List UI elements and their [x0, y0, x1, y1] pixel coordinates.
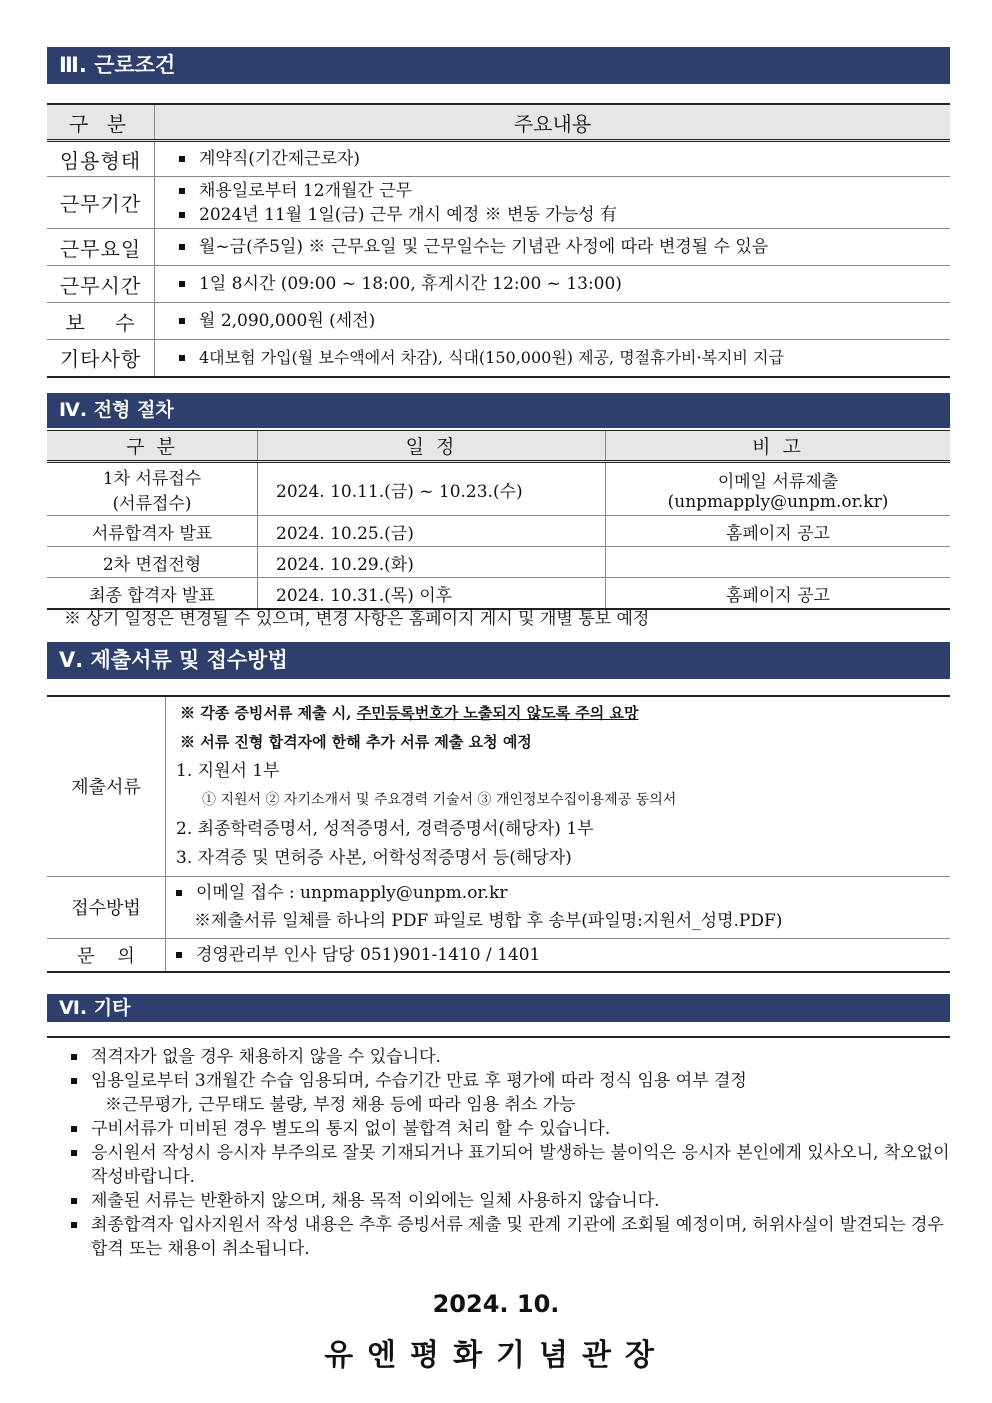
column-header-schedule: 일 정 — [258, 431, 606, 462]
stage-name-sub: (서류접수) — [112, 494, 192, 514]
column-header-category: 구 분 — [47, 104, 155, 141]
remark-cell: 홈페이지 공고 — [606, 516, 951, 547]
footer-organization: 유엔평화기념관장 — [324, 1338, 668, 1373]
method-email: 이메일 접수 : unpmapply@unpm.or.kr — [176, 879, 949, 907]
row-label: 임용형태 — [47, 141, 155, 177]
row-label: 근무요일 — [47, 229, 155, 266]
column-header-remark: 비 고 — [606, 431, 951, 462]
footer-date: 2024. 10. — [432, 1290, 560, 1318]
table-row — [47, 462, 950, 516]
method-note: ※제출서류 일체를 하나의 PDF 파일로 병합 후 송부(파일명:지원서_성명.PDF) — [194, 911, 783, 931]
stage-name: 1차 서류접수 — [102, 469, 202, 489]
row-label: 근무시간 — [47, 266, 155, 303]
row-label: 접수방법 — [47, 876, 166, 938]
list-item: 4대보험 가입(월 보수액에서 차감), 식대(150,000원) 제공, 명절휴가비·복지비 지급 — [179, 346, 949, 370]
notice-text: ※ 각종 증빙서류 제출 시, — [180, 704, 357, 723]
table-row — [47, 516, 950, 547]
stage-name: 2차 면접전형 — [47, 547, 258, 578]
row-label: 보 수 — [47, 303, 155, 340]
document-item: 2. 최종학력증명서, 성적증명서, 경력증명서(해당자) 1부 — [176, 819, 594, 840]
table-header-row — [47, 431, 950, 462]
documents-table — [47, 695, 950, 973]
section-4-header: Ⅳ. 전형 절차 — [47, 393, 950, 428]
section-6-header: Ⅵ. 기타 — [47, 994, 950, 1022]
selection-schedule-table — [47, 430, 950, 610]
list-item: 적격자가 없을 경우 채용하지 않을 수 있습니다. — [47, 1045, 950, 1069]
list-item: 제출된 서류는 반환하지 않으며, 채용 목적 이외에는 일체 사용하지 않습니다. — [47, 1189, 950, 1213]
list-item-note: ※근무평가, 근무태도 불량, 부정 채용 등에 따라 임용 취소 가능 — [105, 1095, 576, 1115]
table-row — [47, 229, 950, 266]
notice-underline: 주민등록번호가 노출되지 않도록 주의 요망 — [356, 704, 639, 723]
remark-cell: 이메일 서류제출 — [717, 471, 839, 492]
list-item: 최종합격자 입사지원서 작성 내용은 추후 증빙서류 제출 및 관계 기관에 조회될 예정이며, 허위사실이 발견되는 경우 합격 또는 채용이 취소됩니다. — [47, 1213, 950, 1261]
document-item: 3. 자격증 및 면허증 사본, 어학성적증명서 등(해당자) — [176, 848, 572, 869]
table-row — [47, 547, 950, 578]
list-item: 응시원서 작성시 응시자 부주의로 잘못 기재되거나 표기되어 발생하는 불이익은 응시자 본인에게 있사오니, 착오없이 작성바랍니다. — [47, 1141, 950, 1189]
document-item: 1. 지원서 1부 — [176, 761, 280, 782]
list-item: 월 2,090,000원 (세전) — [179, 309, 949, 333]
inquiry-contact: 경영관리부 인사 담당 051)901-1410 / 1401 — [176, 943, 949, 967]
schedule-cell: 2024. 10.29.(화) — [258, 547, 606, 578]
table-row — [47, 696, 950, 876]
remark-email: (unpmapply@unpm.or.kr) — [667, 491, 889, 512]
list-item: 채용일로부터 12개월간 근무 — [179, 179, 949, 203]
section-5-header: Ⅴ. 제출서류 및 접수방법 — [47, 642, 950, 679]
stage-name: 최종 합격자 발표 — [47, 578, 258, 610]
list-item: 임용일로부터 3개월간 수습 임용되며, 수습기간 만료 후 평가에 따라 정식 임용 여부 결정 — [47, 1069, 950, 1093]
list-item: 월~금(주5일) ※ 근무요일 및 근무일수는 기념관 사정에 따라 변경될 수 있음 — [179, 235, 949, 259]
document-sub-items: ① 지원서 ② 자기소개서 및 주요경력 기술서 ③ 개인정보수집이용제공 동의서 — [202, 792, 677, 809]
working-conditions-table — [47, 103, 950, 378]
stage-name: 서류합격자 발표 — [47, 516, 258, 547]
table-header-row — [47, 104, 950, 141]
table-row — [47, 177, 950, 229]
row-label: 근무기간 — [47, 177, 155, 229]
table-row — [47, 340, 950, 377]
remark-cell: 홈페이지 공고 — [606, 578, 951, 610]
schedule-cell: 2024. 10.31.(목) 이후 — [258, 578, 606, 610]
notice-text: ※ 서류 진형 합격자에 한해 추가 서류 제출 요청 예정 — [180, 733, 532, 752]
table-row — [47, 266, 950, 303]
table-row — [47, 141, 950, 177]
row-label: 기타사항 — [47, 340, 155, 377]
column-header-stage: 구 분 — [47, 431, 258, 462]
row-label: 제출서류 — [47, 696, 166, 876]
schedule-cell: 2024. 10.25.(금) — [258, 516, 606, 547]
table-row — [47, 938, 950, 972]
list-item: 계약직(기간제근로자) — [179, 147, 949, 171]
schedule-notice: ※ 상기 일정은 변경될 수 있으며, 변경 사항은 홈페이지 게시 및 개별 통보 예정 — [64, 609, 650, 629]
column-header-content: 주요내용 — [155, 104, 951, 141]
schedule-cell: 2024. 10.11.(금) ~ 10.23.(수) — [258, 462, 606, 516]
remark-cell — [606, 547, 951, 578]
list-item: 2024년 11월 1일(금) 근무 개시 예정 ※ 변동 가능성 有 — [179, 203, 949, 227]
list-item: 1일 8시간 (09:00 ~ 18:00, 휴게시간 12:00 ~ 13:00) — [179, 272, 949, 296]
other-notes — [47, 1036, 950, 1261]
table-row — [47, 876, 950, 938]
section-3-header: Ⅲ. 근로조건 — [47, 47, 950, 84]
row-label: 문 의 — [47, 938, 166, 972]
table-row — [47, 303, 950, 340]
list-item: 구비서류가 미비된 경우 별도의 통지 없이 불합격 처리 할 수 있습니다. — [47, 1117, 950, 1141]
